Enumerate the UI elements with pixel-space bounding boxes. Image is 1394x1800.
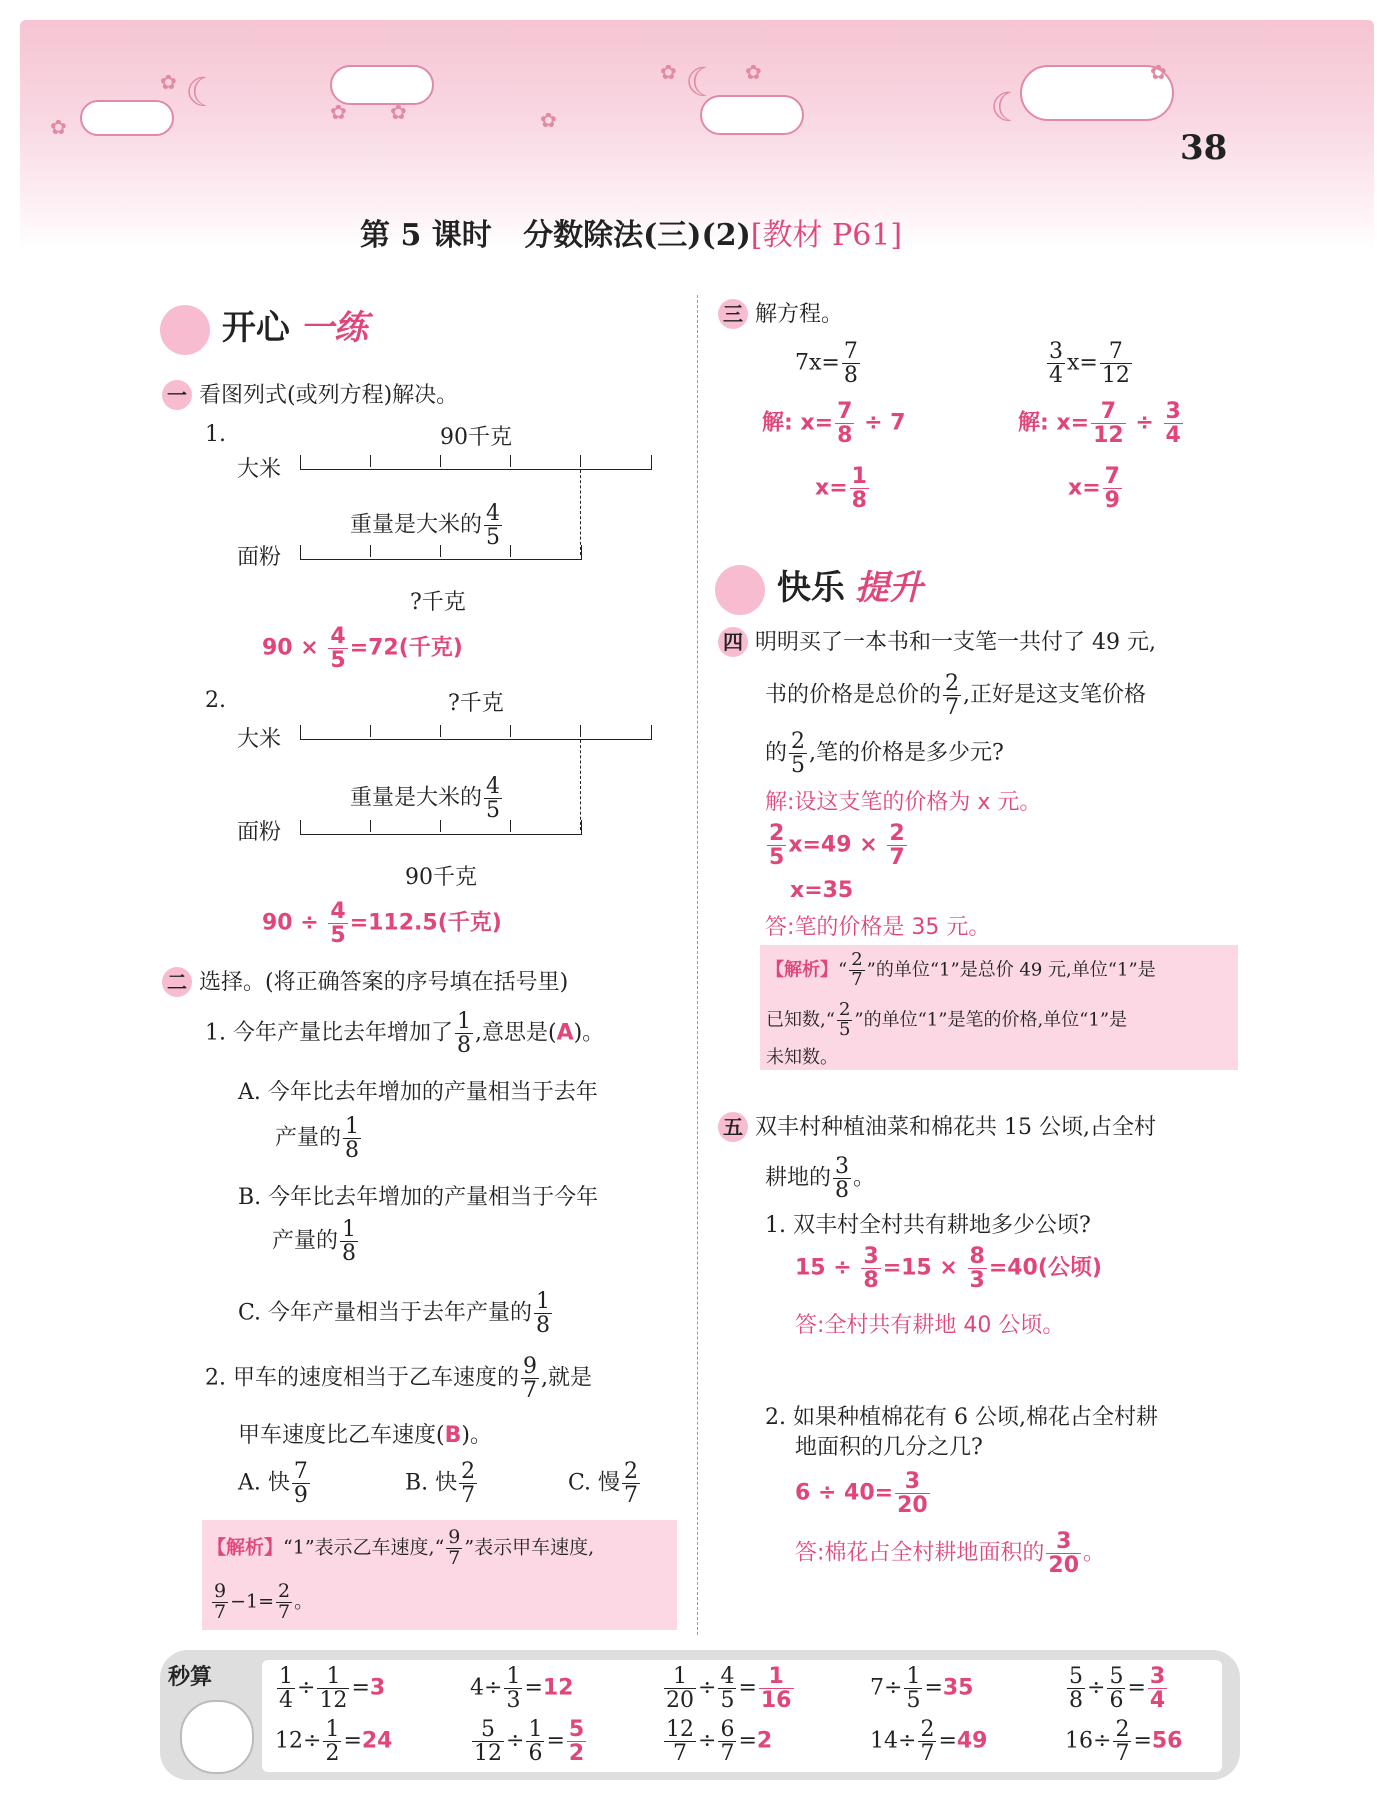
question-4-line1: 四 明明买了一本书和一支笔一共付了 49 元, <box>718 625 1156 657</box>
q5-part1-answer: 答:全村共有耕地 40 公顷。 <box>795 1313 1065 1338</box>
q5-part2-work: 6 ÷ 40= $\frac{3}{20}$ <box>795 1469 928 1519</box>
calc-item: 4÷ $\frac{1}{3}$ =12 <box>470 1664 574 1714</box>
page-number: 38 <box>1180 128 1228 168</box>
star-icon: ✿ <box>160 70 177 94</box>
calc-item: 7÷ $\frac{1}{5}$ =35 <box>870 1664 974 1714</box>
calc-item: $\frac{5}{12}$ ÷ $\frac{1}{6}$ = $\frac{5}{2}$ <box>474 1717 585 1767</box>
star-icon: ✿ <box>330 100 347 124</box>
equation-2: $\frac{3}{4}$ x= $\frac{7}{12}$ <box>1049 339 1130 389</box>
rice-bar <box>300 725 650 739</box>
q5-part2: 2. 如果种植棉花有 6 公顷,棉花占全村耕 <box>765 1405 1158 1430</box>
option-c: C. 慢 $\frac{2}{7}$ <box>568 1459 639 1509</box>
item-number: 1. <box>205 422 226 447</box>
dashed-guide <box>580 470 581 555</box>
cloud-decoration <box>80 100 174 136</box>
q4-solution-setup: 解:设这支笔的价格为 x 元。 <box>765 790 1042 815</box>
bear-icon <box>715 565 765 615</box>
question-1-heading: 一 看图列式(或列方程)解决。 <box>162 378 458 410</box>
option-a: A. 今年比去年增加的产量相当于去年 <box>238 1080 598 1105</box>
quick-calc-label: 秒算 <box>168 1665 213 1690</box>
diagram-label-bottom: ?千克 <box>410 590 466 615</box>
cloud-decoration <box>330 65 434 105</box>
q5-part2-cont: 地面积的几分之几? <box>795 1435 983 1460</box>
q2-item1-stem: 1. 今年产量比去年增加了 $\frac{1}{8}$ ,意思是(A)。 <box>205 1009 605 1059</box>
q2-item2-stem: 2. 甲车的速度相当于乙车速度的 $\frac{9}{7}$ ,就是 <box>205 1354 592 1404</box>
lesson-title: 第 5 课时 分数除法(三)(2)[教材 P61] <box>360 218 903 253</box>
ratio-text: 重量是大米的 $\frac{4}{5}$ <box>350 501 501 551</box>
rice-bar <box>300 455 650 469</box>
star-icon: ✿ <box>660 60 677 84</box>
column-divider <box>697 295 698 1635</box>
solution-1-step2: x= $\frac{1}{8}$ <box>815 464 867 514</box>
moon-icon: ☾ <box>990 85 1026 131</box>
option-b-cont: 产量的 $\frac{1}{8}$ <box>272 1217 357 1267</box>
answer-1: 90 × $\frac{4}{5}$ =72(千克) <box>262 624 463 674</box>
calc-item: 12÷ $\frac{1}{2}$ =24 <box>275 1717 393 1767</box>
diagram-label-top: ?千克 <box>448 691 504 716</box>
q2-item2-stem-cont: 甲车速度比乙车速度(B)。 <box>238 1423 492 1448</box>
analysis-box: 【解析】“ $\frac{2}{7}$ ”的单位“1”是总价 49 元,单位“1”是 已知数,“ $\frac{2}{5}$ ”的单位“1”是笔的价格,单位“1”是 未知数。 <box>760 945 1238 1070</box>
option-b: B. 今年比去年增加的产量相当于今年 <box>238 1185 599 1210</box>
analysis-box: 【解析】“1”表示乙车速度,“ $\frac{9}{7}$ ”表示甲车速度, $\frac{9}{7}$ −1= $\frac{2}{7}$ 。 <box>202 1520 677 1630</box>
rice-label: 大米 <box>237 457 282 482</box>
flour-bar <box>300 545 580 559</box>
moon-icon: ☾ <box>685 60 721 106</box>
rice-label: 大米 <box>237 727 282 752</box>
star-icon: ✿ <box>1150 60 1167 84</box>
diagram-label-bottom: 90千克 <box>405 865 477 890</box>
calc-item: 14÷ $\frac{2}{7}$ =49 <box>870 1717 988 1767</box>
answer-2: 90 ÷ $\frac{4}{5}$ =112.5(千克) <box>262 899 502 949</box>
flour-label: 面粉 <box>237 820 282 845</box>
q4-answer: 答:笔的价格是 35 元。 <box>765 915 991 940</box>
star-icon: ✿ <box>745 60 762 84</box>
calc-item: $\frac{12}{7}$ ÷ $\frac{6}{7}$ =2 <box>666 1717 773 1767</box>
option-a-cont: 产量的 $\frac{1}{8}$ <box>275 1114 360 1164</box>
solution-2-step1: 解: x= $\frac{7}{12}$ ÷ $\frac{3}{4}$ <box>1018 399 1181 449</box>
q4-solution-eq: $\frac{2}{5}$ x=49 × $\frac{2}{7}$ <box>769 821 905 871</box>
q4-solution-result: x=35 <box>790 878 854 903</box>
equation-1: 7x= $\frac{7}{8}$ <box>795 339 858 389</box>
section-improve-title: 快乐 提升 <box>715 560 923 615</box>
question-2-heading: 二 选择。(将正确答案的序号填在括号里) <box>162 965 568 997</box>
question-3-heading: 三 解方程。 <box>718 297 843 329</box>
question-5-line2: 耕地的 $\frac{3}{8}$ 。 <box>765 1154 876 1204</box>
calc-item: $\frac{5}{8}$ ÷ $\frac{5}{6}$ = $\frac{3}{4}$ <box>1069 1664 1166 1714</box>
dashed-guide <box>580 740 581 830</box>
diagram-label-top: 90千克 <box>440 425 512 450</box>
star-icon: ✿ <box>390 100 407 124</box>
question-5-line1: 五 双丰村种植油菜和棉花共 15 公顷,占全村 <box>718 1110 1156 1142</box>
moon-icon: ☾ <box>185 70 221 116</box>
section-practice-title: 开心 一练 <box>160 300 368 355</box>
question-4-line2: 书的价格是总价的 $\frac{2}{7}$ ,正好是这支笔价格 <box>765 671 1147 721</box>
q5-part2-answer: 答:棉花占全村耕地面积的 $\frac{3}{20}$ 。 <box>795 1529 1106 1579</box>
option-b: B. 快 $\frac{2}{7}$ <box>405 1459 476 1509</box>
ratio-text: 重量是大米的 $\frac{4}{5}$ <box>350 774 501 824</box>
solution-2-step2: x= $\frac{7}{9}$ <box>1068 464 1120 514</box>
boy-icon <box>180 1700 254 1774</box>
flour-bar <box>300 820 580 834</box>
calc-item: $\frac{1}{20}$ ÷ $\frac{4}{5}$ = $\frac{1}{16}$ <box>666 1664 792 1714</box>
star-icon: ✿ <box>540 108 557 132</box>
q5-part1-work: 15 ÷ $\frac{3}{8}$ =15 × $\frac{8}{3}$ =40(公顷) <box>795 1244 1102 1294</box>
star-icon: ✿ <box>50 115 67 139</box>
item-number: 2. <box>205 688 226 713</box>
flour-label: 面粉 <box>237 545 282 570</box>
question-4-line3: 的 $\frac{2}{5}$ ,笔的价格是多少元? <box>765 729 1004 779</box>
calc-item: $\frac{1}{4}$ ÷ $\frac{1}{12}$ =3 <box>279 1664 386 1714</box>
solution-1-step1: 解: x= $\frac{7}{8}$ ÷ 7 <box>762 399 906 449</box>
option-a: A. 快 $\frac{7}{9}$ <box>238 1459 308 1509</box>
bear-icon <box>160 305 210 355</box>
q5-part1: 1. 双丰村全村共有耕地多少公顷? <box>765 1213 1091 1238</box>
option-c: C. 今年产量相当于去年产量的 $\frac{1}{8}$ <box>238 1289 551 1339</box>
calc-item: 16÷ $\frac{2}{7}$ =56 <box>1065 1717 1183 1767</box>
